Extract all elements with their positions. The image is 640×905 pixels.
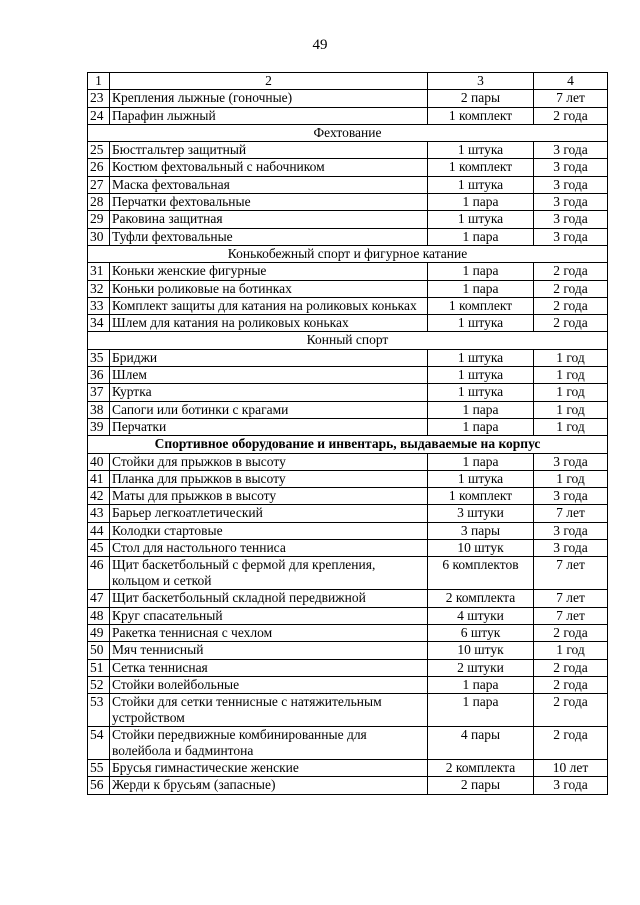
table-row (88, 760, 608, 777)
item-term: 3 года (534, 176, 608, 193)
table-row (88, 505, 608, 522)
item-term: 2 года (534, 263, 608, 280)
table-row (88, 297, 608, 314)
item-quantity: 1 штука (428, 211, 534, 228)
row-number: 54 (88, 727, 110, 760)
row-number: 36 (88, 367, 110, 384)
item-term: 7 лет (534, 590, 608, 607)
table-row (88, 522, 608, 539)
section-title: Спортивное оборудование и инвентарь, выдаваемые на корпус (88, 436, 608, 453)
item-term: 7 лет (534, 557, 608, 590)
table-row (88, 676, 608, 693)
item-name: Стойки для сетки теннисные с натяжительным устройством (110, 694, 428, 727)
item-quantity: 1 штука (428, 349, 534, 366)
row-number: 55 (88, 760, 110, 777)
item-name: Комплект защиты для катания на роликовых коньках (110, 297, 428, 314)
item-quantity: 1 комплект (428, 488, 534, 505)
item-name: Щит баскетбольный с фермой для крепления, кольцом и сеткой (110, 557, 428, 590)
item-quantity: 1 пара (428, 676, 534, 693)
table-row (88, 694, 608, 727)
item-name: Перчатки (110, 418, 428, 435)
item-quantity: 1 пара (428, 194, 534, 211)
item-quantity: 2 комплекта (428, 760, 534, 777)
item-name: Маты для прыжков в высоту (110, 488, 428, 505)
header-col-2: 2 (110, 73, 428, 90)
item-term: 1 год (534, 470, 608, 487)
row-number: 40 (88, 453, 110, 470)
row-number: 41 (88, 470, 110, 487)
row-number: 42 (88, 488, 110, 505)
item-term: 1 год (534, 349, 608, 366)
table-row (88, 727, 608, 760)
item-term: 2 года (534, 659, 608, 676)
item-term: 2 года (534, 315, 608, 332)
row-number: 43 (88, 505, 110, 522)
item-quantity: 1 пара (428, 401, 534, 418)
row-number: 39 (88, 418, 110, 435)
header-col-4: 4 (534, 73, 608, 90)
table-row (88, 540, 608, 557)
item-term: 3 года (534, 228, 608, 245)
item-term: 2 года (534, 107, 608, 124)
item-quantity: 1 пара (428, 694, 534, 727)
section-row (88, 332, 608, 349)
table-row (88, 142, 608, 159)
row-number: 45 (88, 540, 110, 557)
item-term: 1 год (534, 418, 608, 435)
section-row (88, 245, 608, 262)
item-quantity: 1 комплект (428, 107, 534, 124)
item-name: Стойки волейбольные (110, 676, 428, 693)
item-quantity: 1 пара (428, 453, 534, 470)
item-name: Стол для настольного тенниса (110, 540, 428, 557)
row-number: 30 (88, 228, 110, 245)
table-row (88, 107, 608, 124)
row-number: 35 (88, 349, 110, 366)
item-name: Сапоги или ботинки с крагами (110, 401, 428, 418)
row-number: 53 (88, 694, 110, 727)
row-number: 31 (88, 263, 110, 280)
item-term: 2 года (534, 297, 608, 314)
row-number: 48 (88, 607, 110, 624)
item-name: Куртка (110, 384, 428, 401)
item-term: 3 года (534, 211, 608, 228)
item-term: 3 года (534, 540, 608, 557)
item-name: Коньки женские фигурные (110, 263, 428, 280)
item-quantity: 2 комплекта (428, 590, 534, 607)
item-term: 3 года (534, 453, 608, 470)
item-name: Колодки стартовые (110, 522, 428, 539)
item-term: 1 год (534, 367, 608, 384)
item-name: Круг спасательный (110, 607, 428, 624)
item-quantity: 6 комплектов (428, 557, 534, 590)
item-term: 1 год (534, 401, 608, 418)
item-quantity: 1 штука (428, 176, 534, 193)
table-header-row (88, 73, 608, 90)
row-number: 38 (88, 401, 110, 418)
item-term: 10 лет (534, 760, 608, 777)
table-row (88, 90, 608, 107)
item-name: Сетка теннисная (110, 659, 428, 676)
item-name: Маска фехтовальная (110, 176, 428, 193)
item-quantity: 1 штука (428, 470, 534, 487)
row-number: 24 (88, 107, 110, 124)
row-number: 46 (88, 557, 110, 590)
item-name: Стойки для прыжков в высоту (110, 453, 428, 470)
item-name: Крепления лыжные (гоночные) (110, 90, 428, 107)
item-name: Жерди к брусьям (запасные) (110, 777, 428, 794)
page-number: 49 (312, 37, 328, 53)
item-quantity: 1 комплект (428, 297, 534, 314)
item-name: Барьер легкоатлетический (110, 505, 428, 522)
table-row (88, 280, 608, 297)
row-number: 27 (88, 176, 110, 193)
item-name: Шлем (110, 367, 428, 384)
item-name: Шлем для катания на роликовых коньках (110, 315, 428, 332)
section-row (88, 436, 608, 453)
item-term: 3 года (534, 777, 608, 794)
table-row (88, 453, 608, 470)
item-quantity: 2 штуки (428, 659, 534, 676)
table-row (88, 470, 608, 487)
item-name: Стойки передвижные комбинированные для волейбола и бадминтона (110, 727, 428, 760)
item-quantity: 1 пара (428, 418, 534, 435)
row-number: 25 (88, 142, 110, 159)
item-term: 7 лет (534, 505, 608, 522)
row-number: 37 (88, 384, 110, 401)
table-row (88, 315, 608, 332)
row-number: 33 (88, 297, 110, 314)
item-term: 3 года (534, 142, 608, 159)
item-quantity: 3 пары (428, 522, 534, 539)
table-row (88, 349, 608, 366)
item-term: 7 лет (534, 90, 608, 107)
item-term: 3 года (534, 488, 608, 505)
item-term: 3 года (534, 194, 608, 211)
item-quantity: 1 штука (428, 367, 534, 384)
table-row (88, 211, 608, 228)
row-number: 44 (88, 522, 110, 539)
item-name: Костюм фехтовальный с набочником (110, 159, 428, 176)
item-quantity: 1 комплект (428, 159, 534, 176)
table-row (88, 367, 608, 384)
item-name: Щит баскетбольный складной передвижной (110, 590, 428, 607)
item-term: 3 года (534, 159, 608, 176)
item-name: Туфли фехтовальные (110, 228, 428, 245)
header-col-1: 1 (88, 73, 110, 90)
row-number: 32 (88, 280, 110, 297)
item-quantity: 1 штука (428, 315, 534, 332)
item-term: 2 года (534, 624, 608, 641)
row-number: 51 (88, 659, 110, 676)
item-quantity: 6 штук (428, 624, 534, 641)
row-number: 34 (88, 315, 110, 332)
section-title: Конный спорт (88, 332, 608, 349)
section-row (88, 124, 608, 141)
item-quantity: 1 пара (428, 263, 534, 280)
item-term: 1 год (534, 384, 608, 401)
table-row (88, 159, 608, 176)
row-number: 52 (88, 676, 110, 693)
item-quantity: 1 штука (428, 142, 534, 159)
item-quantity: 1 пара (428, 280, 534, 297)
row-number: 26 (88, 159, 110, 176)
table-row (88, 777, 608, 794)
item-name: Коньки роликовые на ботинках (110, 280, 428, 297)
table-row (88, 176, 608, 193)
item-name: Планка для прыжков в высоту (110, 470, 428, 487)
table-row (88, 624, 608, 641)
item-quantity: 1 штука (428, 384, 534, 401)
table-row (88, 418, 608, 435)
table-row (88, 228, 608, 245)
table-row (88, 488, 608, 505)
section-title: Фехтование (88, 124, 608, 141)
item-name: Парафин лыжный (110, 107, 428, 124)
row-number: 49 (88, 624, 110, 641)
item-quantity: 1 пара (428, 228, 534, 245)
item-name: Бюстгальтер защитный (110, 142, 428, 159)
row-number: 56 (88, 777, 110, 794)
item-term: 3 года (534, 522, 608, 539)
table-row (88, 263, 608, 280)
item-name: Раковина защитная (110, 211, 428, 228)
item-name: Перчатки фехтовальные (110, 194, 428, 211)
table-row (88, 659, 608, 676)
item-name: Брусья гимнастические женские (110, 760, 428, 777)
item-term: 1 год (534, 642, 608, 659)
item-quantity: 2 пары (428, 90, 534, 107)
item-term: 2 года (534, 676, 608, 693)
row-number: 50 (88, 642, 110, 659)
item-name: Ракетка теннисная с чехлом (110, 624, 428, 641)
section-title: Конькобежный спорт и фигурное катание (88, 245, 608, 262)
item-quantity: 2 пары (428, 777, 534, 794)
item-quantity: 10 штук (428, 540, 534, 557)
item-term: 2 года (534, 727, 608, 760)
header-col-3: 3 (428, 73, 534, 90)
item-term: 7 лет (534, 607, 608, 624)
table-row (88, 557, 608, 590)
table-row (88, 384, 608, 401)
row-number: 29 (88, 211, 110, 228)
item-quantity: 4 штуки (428, 607, 534, 624)
row-number: 47 (88, 590, 110, 607)
item-quantity: 3 штуки (428, 505, 534, 522)
row-number: 23 (88, 90, 110, 107)
equipment-table (87, 72, 608, 795)
table-row (88, 590, 608, 607)
item-quantity: 10 штук (428, 642, 534, 659)
item-name: Бриджи (110, 349, 428, 366)
item-term: 2 года (534, 694, 608, 727)
row-number: 28 (88, 194, 110, 211)
item-term: 2 года (534, 280, 608, 297)
table-row (88, 194, 608, 211)
item-name: Мяч теннисный (110, 642, 428, 659)
item-quantity: 4 пары (428, 727, 534, 760)
table-row (88, 401, 608, 418)
table-row (88, 642, 608, 659)
table-row (88, 607, 608, 624)
